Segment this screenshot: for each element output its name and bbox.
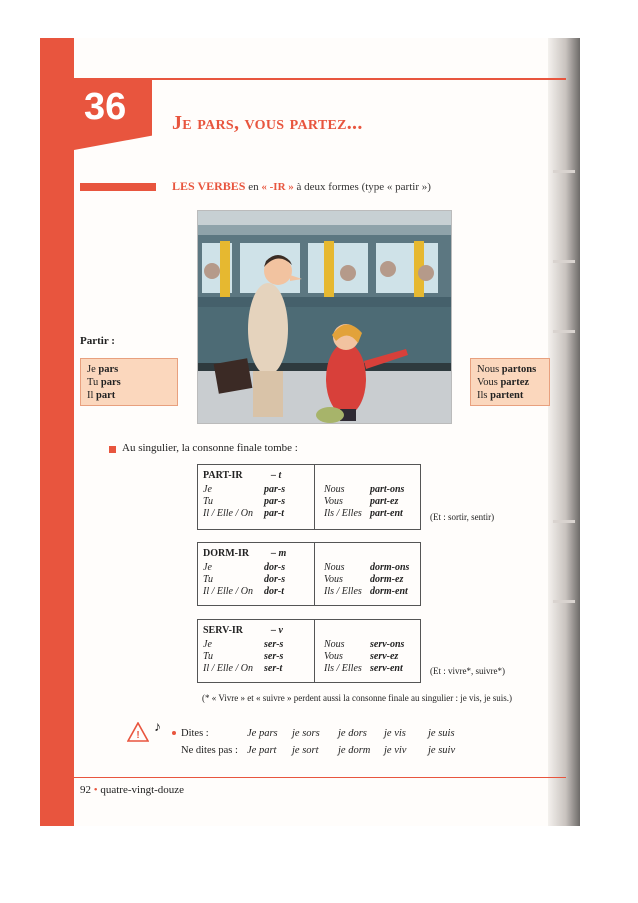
conj-verb: pars bbox=[100, 377, 121, 388]
bleed-through-mark bbox=[553, 520, 575, 523]
table-cell: Il / Elle / On bbox=[203, 508, 253, 519]
section-middle: en bbox=[245, 181, 262, 193]
table-cell: Nous bbox=[324, 562, 345, 573]
table-cell: dorm-ent bbox=[370, 586, 408, 597]
table-cell: Ils / Elles bbox=[324, 663, 362, 674]
conj-verb: partent bbox=[490, 390, 524, 401]
table-cell: dorm-ez bbox=[370, 574, 404, 585]
table-cell: par-s bbox=[264, 484, 286, 495]
conj-verb: partez bbox=[500, 377, 530, 388]
section-title: LES VERBES bbox=[172, 179, 246, 193]
table-note: (Et : vivre*, suivre*) bbox=[430, 666, 505, 676]
table-cell: dorm-ons bbox=[370, 562, 410, 573]
conj-line bbox=[87, 376, 171, 389]
ne-dites-item: je dorm bbox=[338, 745, 371, 756]
section-highlight: « -IR » bbox=[261, 181, 294, 193]
table-drop: – v bbox=[271, 625, 283, 636]
table-cell: Vous bbox=[324, 574, 343, 585]
table-cell: par-t bbox=[264, 508, 284, 519]
page-number: 92 bbox=[80, 784, 91, 796]
bleed-through-mark bbox=[553, 260, 575, 263]
table-cell: serv-ent bbox=[370, 663, 403, 674]
conj-line bbox=[477, 389, 543, 402]
table-cell: Je bbox=[203, 484, 212, 495]
bleed-through-mark bbox=[553, 330, 575, 333]
warning-icon bbox=[127, 722, 149, 747]
ne-dites-item: je viv bbox=[384, 745, 407, 756]
conjugation-table-servir bbox=[197, 619, 421, 683]
conj-verb: part bbox=[96, 390, 116, 401]
dites-label: Dites : bbox=[181, 728, 209, 739]
lesson-title: Je pars, vous partez... bbox=[172, 112, 363, 134]
conj-pronoun: Tu bbox=[87, 377, 101, 388]
table-cell: dor-t bbox=[264, 586, 284, 597]
conj-pronoun: Nous bbox=[477, 364, 502, 375]
conj-pronoun: Vous bbox=[477, 377, 501, 388]
table-cell: Vous bbox=[324, 496, 343, 507]
table-cell: Tu bbox=[203, 651, 214, 662]
table-cell: Nous bbox=[324, 639, 345, 650]
table-cell: part-ent bbox=[370, 508, 403, 519]
conj-line bbox=[87, 389, 171, 402]
table-cell: part-ez bbox=[370, 496, 399, 507]
table-cell: Je bbox=[203, 639, 212, 650]
music-note-icon: ♪ bbox=[154, 720, 161, 735]
dites-item: je dors bbox=[338, 728, 367, 739]
section-rest: à deux formes (type « partir ») bbox=[293, 181, 431, 193]
table-cell: par-s bbox=[264, 496, 286, 507]
footer-bullet: • bbox=[93, 784, 98, 796]
table-cell: ser-t bbox=[264, 663, 283, 674]
table-cell: Tu bbox=[203, 574, 214, 585]
table-cell: ser-s bbox=[264, 651, 284, 662]
partir-label: Partir : bbox=[80, 335, 115, 347]
table-cell: ser-s bbox=[264, 639, 284, 650]
bleed-through-mark bbox=[553, 600, 575, 603]
table-divider bbox=[314, 543, 315, 605]
conj-line bbox=[87, 363, 171, 376]
bullet-dot bbox=[172, 731, 176, 735]
conjugation-table-dormir bbox=[197, 542, 421, 606]
dites-item: je sors bbox=[292, 728, 320, 739]
page-number-words: quatre-vingt-douze bbox=[100, 784, 185, 796]
table-note: (Et : sortir, sentir) bbox=[430, 512, 495, 522]
table-drop: – m bbox=[271, 548, 287, 559]
table-divider bbox=[314, 465, 315, 529]
ne-dites-item: Je part bbox=[247, 745, 277, 756]
conj-pronoun: Il bbox=[87, 390, 97, 401]
dites-item: je vis bbox=[384, 728, 406, 739]
bullet-square bbox=[109, 446, 116, 453]
left-margin-bar bbox=[40, 38, 74, 826]
table-cell: Vous bbox=[324, 651, 343, 662]
table-cell: Je bbox=[203, 562, 212, 573]
conjugation-plural-box bbox=[470, 358, 550, 406]
dites-item: je suis bbox=[428, 728, 455, 739]
footer-rule bbox=[74, 777, 566, 778]
conj-verb: pars bbox=[98, 364, 119, 375]
table-cell: Ils / Elles bbox=[324, 508, 362, 519]
table-cell: part-ons bbox=[370, 484, 405, 495]
ne-dites-item: je sort bbox=[292, 745, 319, 756]
table-cell: serv-ez bbox=[370, 651, 399, 662]
section-heading bbox=[172, 179, 431, 194]
table-head: SERV-IR bbox=[203, 625, 244, 636]
ne-dites-item: je suiv bbox=[428, 745, 456, 756]
table-cell: dor-s bbox=[264, 574, 286, 585]
page-fold-shadow bbox=[548, 38, 580, 826]
conjugation-table-partir bbox=[197, 464, 421, 530]
conjugation-singular-box bbox=[80, 358, 178, 406]
lesson-number: 36 bbox=[84, 86, 127, 128]
table-cell: Ils / Elles bbox=[324, 586, 362, 597]
footnote: (* « Vivre » et « suivre » perdent aussi la consonne finale au singulier : je vis, je suis.) bbox=[202, 693, 512, 703]
conj-line bbox=[477, 376, 543, 389]
section-marker bbox=[80, 183, 156, 191]
table-cell: Il / Elle / On bbox=[203, 586, 253, 597]
conj-pronoun: Ils bbox=[477, 390, 491, 401]
bleed-through-mark bbox=[553, 170, 575, 173]
ne-dites-pas-label: Ne dites pas : bbox=[181, 745, 238, 756]
table-cell: Nous bbox=[324, 484, 345, 495]
header-rule bbox=[106, 78, 566, 80]
table-divider bbox=[314, 620, 315, 682]
table-head: DORM-IR bbox=[203, 548, 250, 559]
conj-line bbox=[477, 363, 543, 376]
table-cell: Tu bbox=[203, 496, 214, 507]
singular-note: Au singulier, la consonne finale tombe : bbox=[122, 442, 298, 454]
page-sheet bbox=[40, 38, 580, 826]
table-cell: dor-s bbox=[264, 562, 286, 573]
dites-item: Je pars bbox=[247, 728, 278, 739]
svg-text:!: ! bbox=[136, 730, 140, 741]
page-footer bbox=[80, 784, 184, 796]
train-platform-illustration bbox=[197, 210, 452, 424]
table-drop: – t bbox=[271, 470, 282, 481]
conj-verb: partons bbox=[501, 364, 537, 375]
table-head: PART-IR bbox=[203, 470, 243, 481]
conj-pronoun: Je bbox=[87, 364, 99, 375]
table-cell: Il / Elle / On bbox=[203, 663, 253, 674]
table-cell: serv-ons bbox=[370, 639, 405, 650]
